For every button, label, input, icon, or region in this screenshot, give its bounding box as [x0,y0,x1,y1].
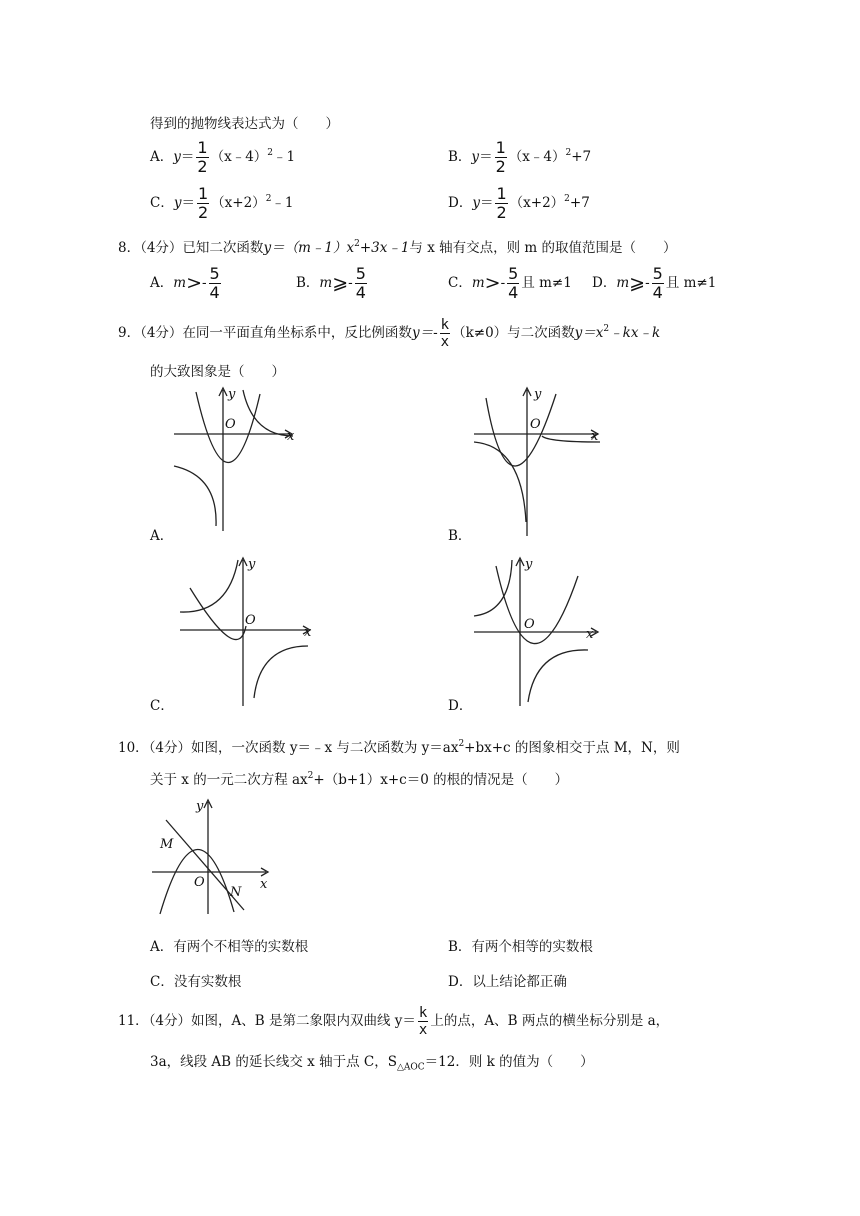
q7-option-a[interactable]: A．y＝ $\frac{1}{2}$ （x﹣4）$^2$﹣1 [150,138,296,176]
q8-option-c[interactable]: C．m>- $\frac{5}{4}$ 且 m≠1 [448,264,572,302]
svg-text:M: M [160,837,174,852]
q11-stem-line2: 3a，线段 AB 的延长线交 x 轴于点 C，$S_{\triangle AOC}=12$．则 k 的值为（ ） [150,1054,594,1073]
q9-stem-line1: 9．（4分）在同一平面直角坐标系中，反比例函数y＝- $\frac{k}{x}$ （k≠0）与二次函数$y=x^2﹣kx﹣k$ [118,317,661,350]
svg-text:O: O [530,417,541,432]
svg-text:y: y [525,557,533,572]
q10-stem-line1: 10．（4分）如图，一次函数 y＝﹣x 与二次函数为 $y=ax^2+bx+c$ 的图象相交于点 M，N，则 [118,739,680,756]
svg-text:y: y [196,799,204,814]
fraction: $\frac{1}{2}$ [197,138,208,176]
svg-text:O: O [225,417,236,432]
svg-text:O: O [245,613,256,628]
fraction: $\frac{1}{2}$ [197,184,209,222]
q8-option-a[interactable]: A．m>- $\frac{5}{4}$ [150,264,220,302]
q7-option-c[interactable]: C．y＝ $\frac{1}{2}$ $(x+2)^2﹣1$ [150,184,294,222]
svg-text:y: y [534,387,542,402]
svg-text:x: x [287,429,295,444]
q9-graph-d [470,556,610,706]
q10-option-d[interactable]: D．以上结论都正确 [448,974,567,990]
svg-text:N: N [230,885,242,900]
q8-option-d[interactable]: D．m⩾- $\frac{5}{4}$ 且 m≠1 [592,264,717,302]
q9-option-c-label[interactable]: C． [150,698,174,714]
hyperbola-branch [254,646,308,698]
svg-text:O: O [194,875,205,890]
q10-graph [150,796,280,916]
hyperbola-branch [174,466,216,526]
hyperbola-branch [474,560,512,616]
q7-option-b[interactable]: B．y＝ $\frac{1}{2}$ （x﹣4）$^2$+7 [448,138,592,176]
svg-text:x: x [586,627,594,642]
q10-option-a[interactable]: A．有两个不相等的实数根 [150,939,309,955]
fraction: $\frac{1}{2}$ [496,184,507,222]
parabola [190,588,246,640]
q9-graph-c [176,556,316,706]
parabola [486,394,556,466]
svg-text:y: y [228,387,236,402]
q8-option-b[interactable]: B．m⩾- $\frac{5}{4}$ [296,264,366,302]
q10-option-b[interactable]: B．有两个相等的实数根 [448,939,593,955]
q9-option-a-label[interactable]: A． [150,528,174,544]
hyperbola-branch [180,560,238,612]
q8-stem: 8．（4分）已知二次函数$y=(m﹣1)x^2+3x﹣1$与 x 轴有交点，则 m 的取值范围是（ ） [118,239,677,256]
svg-text:x: x [591,429,599,444]
svg-text:x: x [304,625,312,640]
q9-option-b-label[interactable]: B． [448,528,472,544]
q9-option-d-label[interactable]: D． [448,698,473,714]
svg-text:x: x [260,877,268,892]
q11-stem-line1: 11．（4分）如图，A、B 是第二象限内双曲线 y＝ $\frac{k}{x}$ 上的点，A、B 两点的横坐标分别是 a， [118,1005,670,1038]
hyperbola-branch [474,442,526,522]
hyperbola-branch [528,650,588,702]
q7-option-d[interactable]: D．y＝ $\frac{1}{2}$ $(x+2)^2+7$ [448,184,590,222]
q7-stem-tail: 得到的抛物线表达式为（ ） [150,116,339,132]
q9-graph-a [168,386,308,536]
svg-text:O: O [524,617,535,632]
q10-stem-line2: 关于 x 的一元二次方程 $ax^2+(b+1)x+c=0$ 的根的情况是（ ） [150,771,569,788]
fraction: $\frac{1}{2}$ [495,138,506,176]
svg-text:y: y [248,557,256,572]
q10-option-c[interactable]: C．没有实数根 [150,974,242,990]
q9-graph-b [470,386,610,536]
q9-stem-line2: 的大致图象是（ ） [150,364,285,380]
